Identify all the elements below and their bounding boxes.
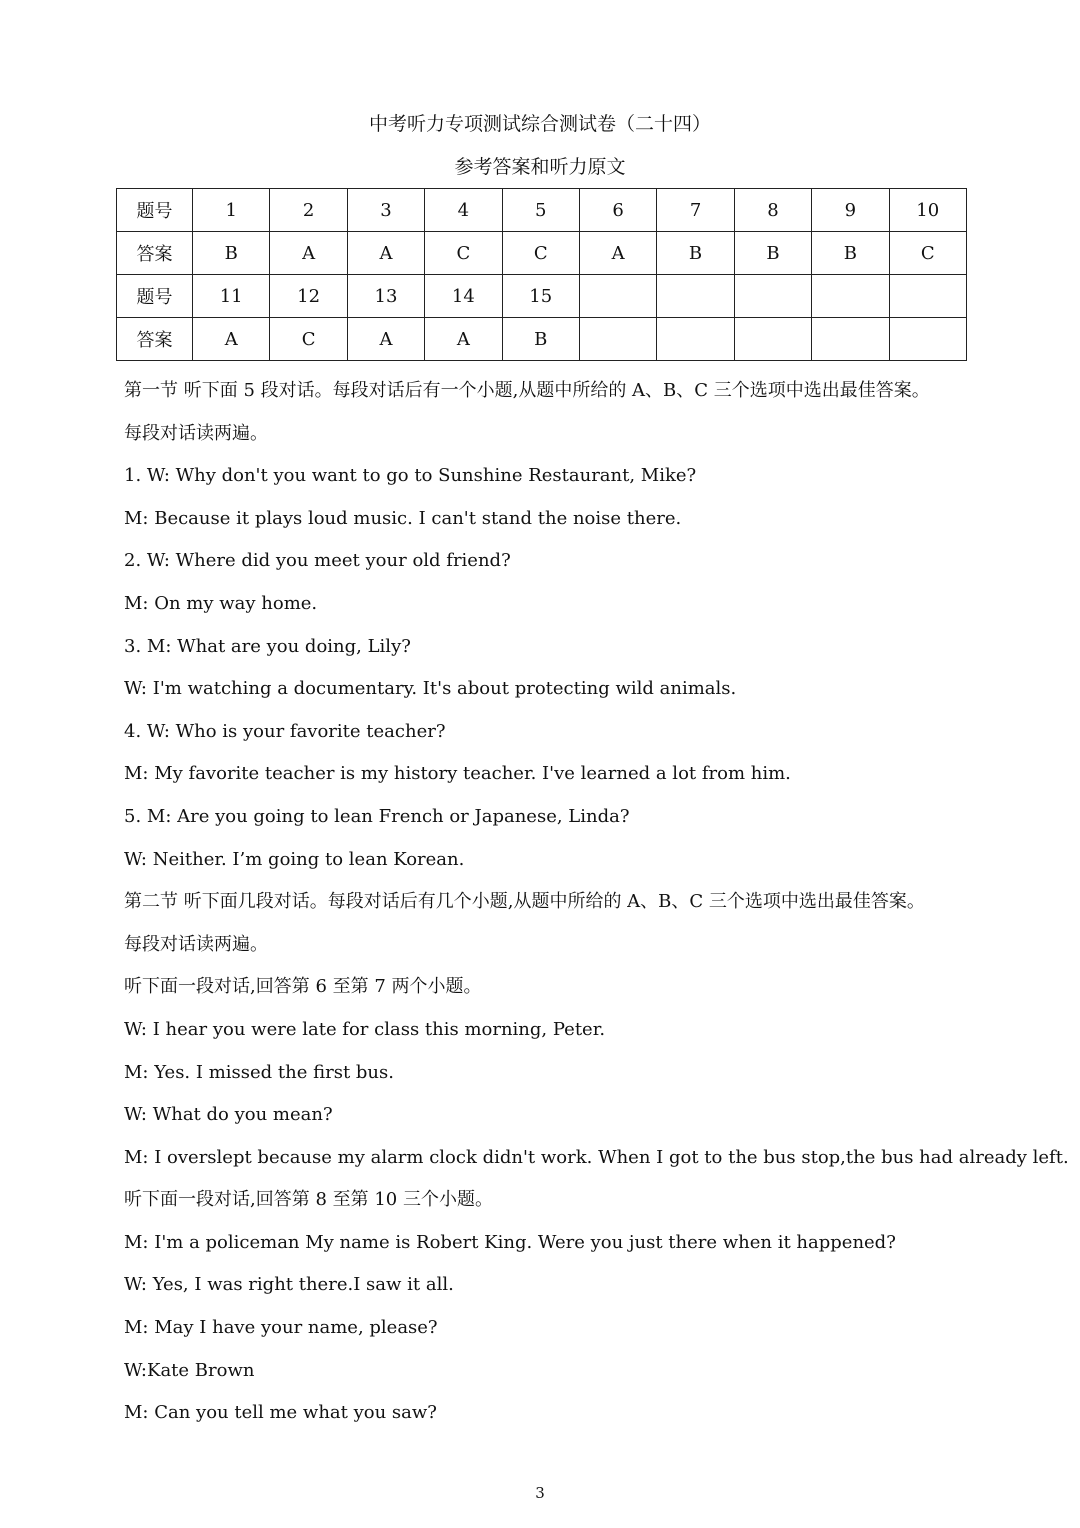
transcript-line: 4. W: Who is your favorite teacher? [124,720,446,742]
answer-cell [657,275,734,318]
answer-cell: C [889,232,966,275]
transcript-line: W: Yes, I was right there.I saw it all. [124,1274,454,1296]
answer-table [116,188,967,361]
answer-cell: 4 [425,189,502,232]
answer-cell: B [502,318,579,361]
transcript-line: 第二节 听下面几段对话。每段对话后有几个小题,从题中所给的 A、B、C 三个选项中选出最佳答案。 [124,891,925,913]
document-subtitle: 参考答案和听力原文 [454,156,626,178]
answer-cell: 15 [502,275,579,318]
answer-cell: 12 [270,275,347,318]
transcript-line: M: I overslept because my alarm clock didn't work. When I got to the bus stop,the bus had already left. [124,1146,1069,1168]
transcript-line: 每段对话读两遍。 [124,422,268,444]
transcript-line: 1. W: Why don't you want to go to Sunshine Restaurant, Mike? [124,465,697,487]
transcript-line: W: Neither. I’m going to lean Korean. [124,848,465,870]
transcript-line: 听下面一段对话,回答第 8 至第 10 三个小题。 [124,1189,493,1211]
answer-cell: A [347,232,424,275]
answer-table-row [117,232,967,275]
row-label: 题号 [117,189,193,232]
transcript-line: M: May I have your name, please? [124,1317,438,1339]
answer-cell: 9 [812,189,889,232]
transcript-line: M: Yes. I missed the first bus. [124,1061,394,1083]
answer-cell [734,318,811,361]
transcript-line: 5. M: Are you going to lean French or Japanese, Linda? [124,805,630,827]
answer-cell: 2 [270,189,347,232]
document-title: 中考听力专项测试综合测试卷（二十四） [368,113,711,135]
answer-cell [889,318,966,361]
answer-cell: 7 [657,189,734,232]
transcript-line: M: I'm a policeman My name is Robert King. Were you just there when it happened? [124,1231,896,1253]
answer-cell: 13 [347,275,424,318]
answer-cell: 6 [579,189,656,232]
answer-cell: C [425,232,502,275]
answer-cell [734,275,811,318]
row-label: 题号 [117,275,193,318]
answer-cell: A [193,318,270,361]
answer-cell [812,275,889,318]
transcript [124,370,1069,1435]
answer-cell: 3 [347,189,424,232]
transcript-line: 2. W: Where did you meet your old friend? [124,550,511,572]
transcript-line: M: Because it plays loud music. I can't stand the noise there. [124,507,682,529]
answer-cell [657,318,734,361]
transcript-line: 第一节 听下面 5 段对话。每段对话后有一个小题,从题中所给的 A、B、C 三个选项中选出最佳答案。 [124,380,930,401]
answer-cell: A [579,232,656,275]
answer-cell: 14 [425,275,502,318]
transcript-line: M: Can you tell me what you saw? [124,1402,437,1424]
answer-cell: C [270,318,347,361]
row-label: 答案 [117,318,193,361]
transcript-line: W:Kate Brown [124,1359,255,1381]
answer-cell: 10 [889,189,966,232]
transcript-line: W: What do you mean? [124,1104,333,1126]
answer-cell: 8 [734,189,811,232]
answer-cell [579,318,656,361]
transcript-line: 每段对话读两遍。 [124,933,268,955]
answer-table-row [117,275,967,318]
page-number: 3 [535,1484,545,1502]
answer-cell: 1 [193,189,270,232]
answer-cell: 11 [193,275,270,318]
row-label: 答案 [117,232,193,275]
answer-cell: B [657,232,734,275]
answer-table-row [117,189,967,232]
answer-cell: C [502,232,579,275]
answer-cell: A [347,318,424,361]
answer-cell [812,318,889,361]
transcript-line: W: I hear you were late for class this morning, Peter. [124,1018,606,1040]
transcript-line: 听下面一段对话,回答第 6 至第 7 两个小题。 [124,976,482,998]
answer-table-row [117,318,967,361]
answer-cell [889,275,966,318]
transcript-line: M: My favorite teacher is my history teacher. I've learned a lot from him. [124,763,791,785]
answer-cell [579,275,656,318]
answer-cell: A [425,318,502,361]
transcript-line: W: I'm watching a documentary. It's about protecting wild animals. [124,678,737,700]
transcript-line: M: On my way home. [124,592,318,614]
answer-cell: B [734,232,811,275]
answer-cell: 5 [502,189,579,232]
answer-cell: A [270,232,347,275]
transcript-line: 3. M: What are you doing, Lily? [124,635,411,657]
answer-cell: B [193,232,270,275]
answer-cell: B [812,232,889,275]
